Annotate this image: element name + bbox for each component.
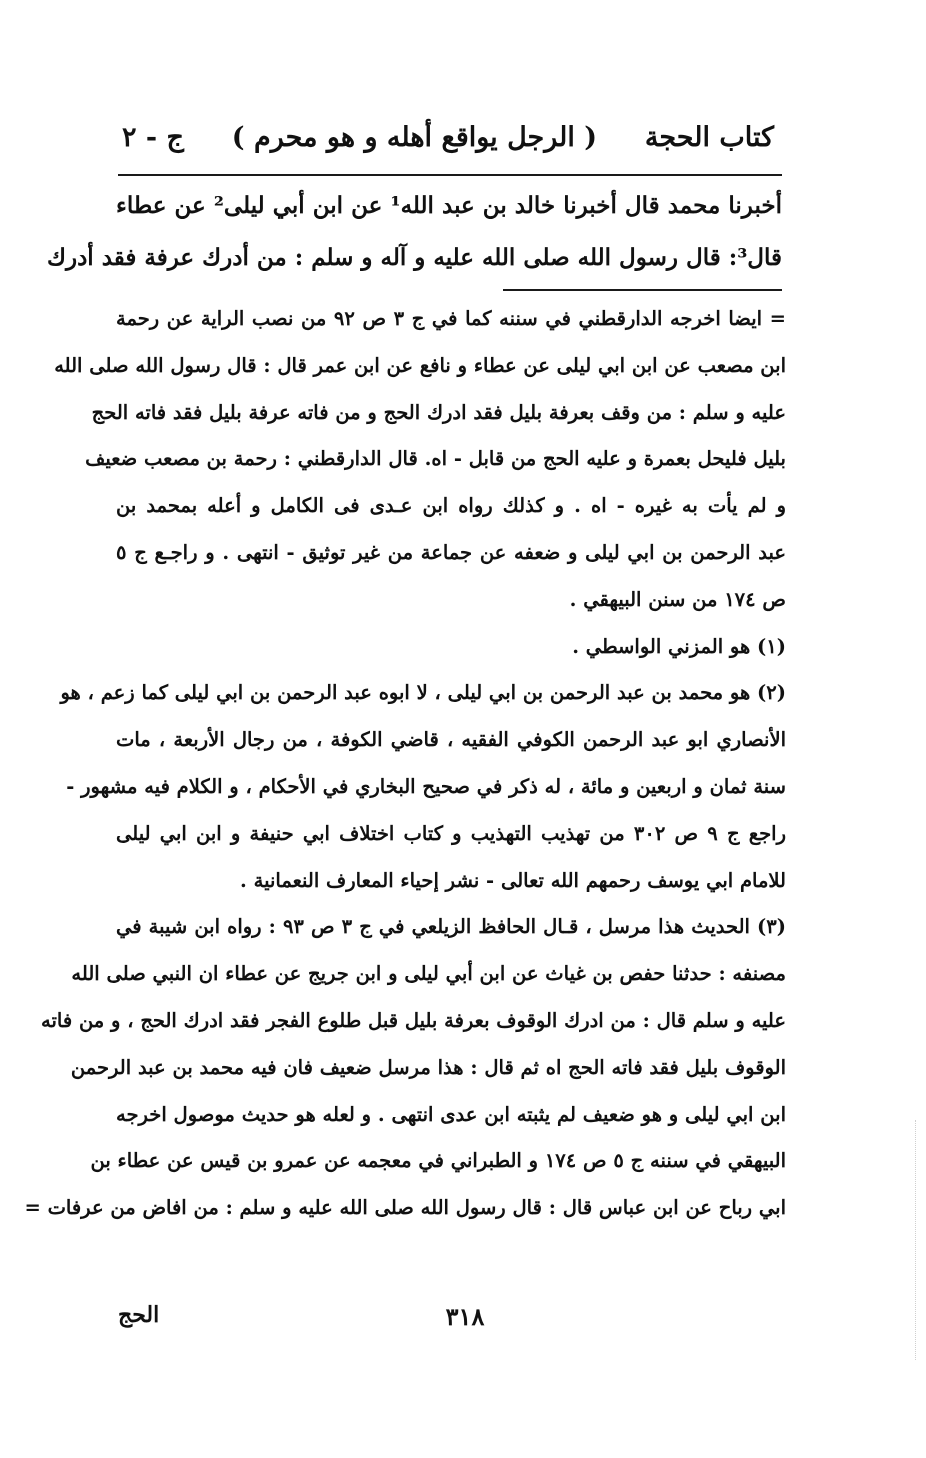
- footnote-line: مصنفه : حدثنا حفص بن غياث عن ابن أبي ليلى و ابن جريج عن عطاء ان النبي صلى الله: [71, 962, 786, 986]
- page-number: ٣١٨: [445, 1302, 485, 1331]
- footnote-line: (٢) هو محمد بن عبد الرحمن بن ابي ليلى ، لا ابوه عبد الرحمن بن ابي ليلى كما زعم ، هو: [60, 681, 786, 705]
- footnote-line: بليل فليحل بعمرة و عليه الحج من قابل - اه. قال الدارقطني : رحمة بن مصعب ضعيف: [85, 447, 786, 471]
- header-chapter-title: ( الرجل يواقع أهله و هو محرم ): [231, 121, 598, 153]
- scan-margin-specks: [913, 1120, 916, 1360]
- catchword: الحج: [118, 1302, 160, 1328]
- main-text-line: قال³: قال رسول الله صلى الله عليه و آله و سلم : من أدرك عرفة فقد أدرك: [47, 244, 782, 271]
- footnote-line: عليه و سلم : من وقف بعرفة بليل فقد ادرك الحج و من فاته عرفة بليل فقد فاته الحج: [91, 400, 786, 424]
- footnote-line: ابن مصعب عن ابن ابي ليلى عن عطاء و نافع عن ابن عمر قال : قال رسول الله صلى الله: [54, 353, 786, 377]
- footnote-line: سنة ثمان و اربعين و مائة ، له ذكر في صحيح البخاري في الأحكام ، و الكلام فيه مشهور -: [66, 774, 786, 798]
- footnotes: [24, 296, 787, 1232]
- footnote-separator: [503, 289, 782, 291]
- footnote-line: ص ١٧٤ من سنن البيهقي .: [569, 587, 786, 611]
- header-rule: [118, 174, 782, 176]
- footnote-line: الأنصاري ابو عبد الرحمن الكوفي الفقيه ، قاضي الكوفة ، من رجال الأربعة ، مات: [116, 728, 786, 752]
- footnote-line: (٣) الحديث هذا مرسل ، قـال الحافظ الزيلعي في ج ٣ ص ٩٣ : رواه ابن شيبة في: [116, 915, 786, 939]
- footnote-line: البيهقي في سننه ج ٥ ص ١٧٤ و الطبراني في معجمه عن عمرو بن قيس عن عطاء بن: [90, 1149, 786, 1173]
- footnote-line: ابن ابي ليلى و هو ضعيف لم يثبته ابن عدى انتهى . و لعله هو حديث موصول اخرجه: [116, 1102, 786, 1126]
- main-text-line: أخبرنا محمد قال أخبرنا خالد بن عبد الله¹ عن ابن أبي ليلى² عن عطاء: [116, 192, 782, 219]
- footnote-line: للامام ابي يوسف رحمهم الله تعالى - نشر إحياء المعارف النعمانية .: [240, 868, 786, 892]
- footnote-line: عبد الرحمن بن ابي ليلى و ضعفه عن جماعة من غير توثيق - انتهى . و راجـع ج ٥: [116, 540, 786, 564]
- main-text: [47, 180, 782, 284]
- footnote-line: و لم يأت به غيره - اه . و كذلك رواه ابن عـدى فى الكامل و أعله بمحمد بن: [116, 494, 786, 518]
- footnote-line: راجع ج ٩ ص ٣٠٢ من تهذيب التهذيب و كتاب اختلاف ابي حنيفة و ابن ابي ليلى: [116, 821, 787, 845]
- running-header: [122, 112, 774, 162]
- footnote-line: ابي رباح عن ابن عباس قال : قال رسول الله صلى الله عليه و سلم : من افاض من عرفات =: [24, 1196, 786, 1220]
- footnote-line: (١) هو المزني الواسطي .: [572, 634, 786, 658]
- header-volume: ج - ٢: [122, 121, 184, 153]
- footnote-line: = ايضا اخرجه الدارقطني في سننه كما في ج ٣ ص ٩٢ من نصب الراية عن رحمة: [116, 307, 786, 330]
- footnote-line: الوقوف بليل فقد فاته الحج اه ثم قال : هذا مرسل ضعيف فان فيه محمد بن عبد الرحمن: [70, 1055, 786, 1079]
- header-book-title: كتاب الحجة: [644, 121, 774, 153]
- footnote-line: عليه و سلم قال : من ادرك الوقوف بعرفة بليل قبل طلوع الفجر فقد ادرك الحج ، و من فاته: [41, 1008, 786, 1032]
